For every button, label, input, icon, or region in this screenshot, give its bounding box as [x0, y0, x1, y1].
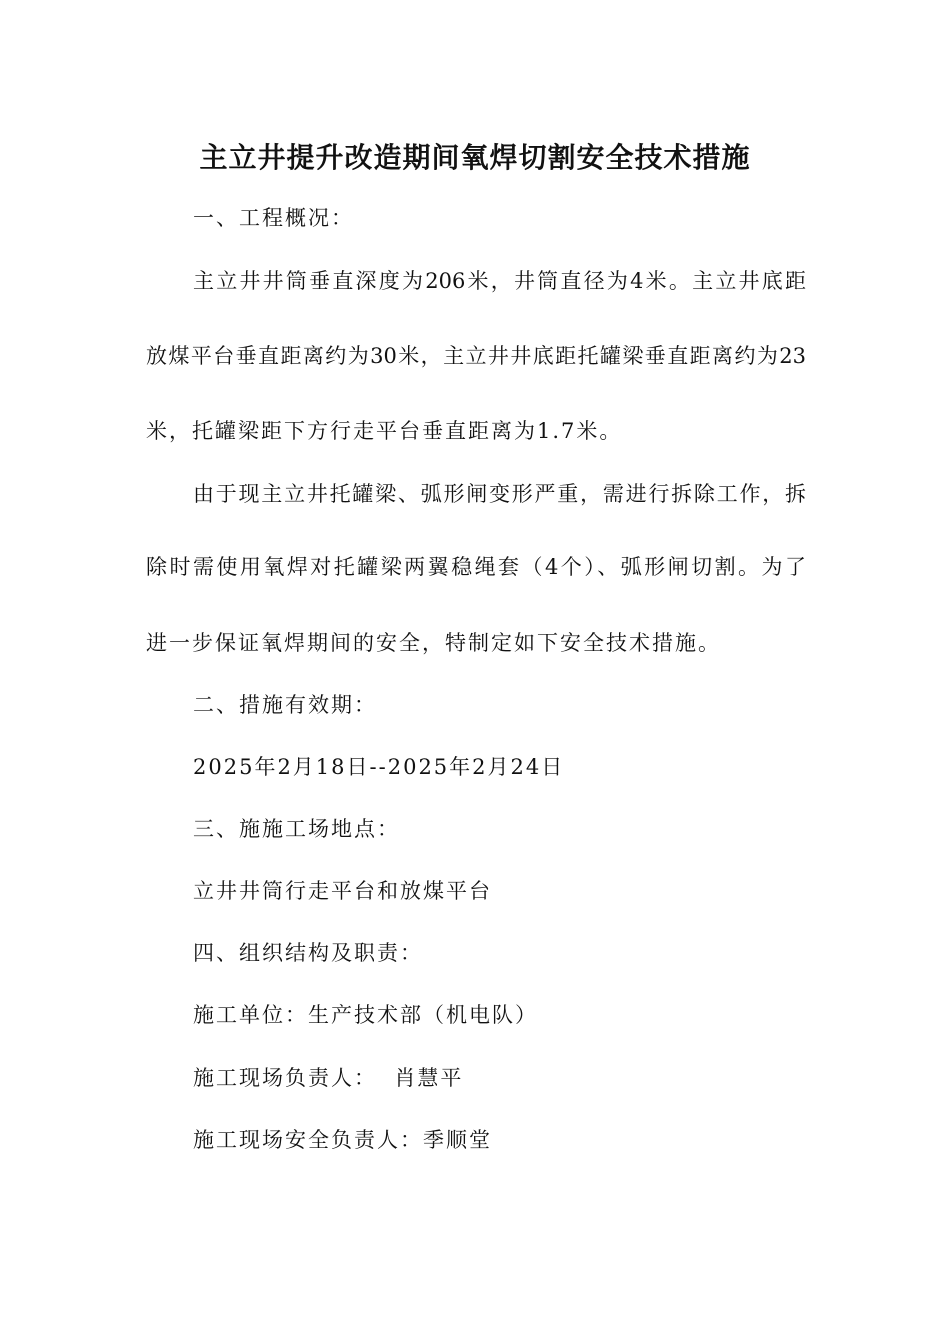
section-1-para-2-line-3: 进一步保证氧焊期间的安全，特制定如下安全技术措施。: [146, 631, 721, 655]
safety-manager: 施工现场安全负责人：季顺堂: [193, 1128, 492, 1152]
section-1-para-1-line-3: 米，托罐梁距下方行走平台垂直距离为1.7米。: [146, 419, 623, 443]
section-2-heading: 二、措施有效期：: [193, 693, 377, 717]
section-1-para-2-line-2: 除时需使用氧焊对托罐梁两翼稳绳套（4个）、弧形闸切割。为了: [146, 555, 806, 579]
section-1-heading: 一、工程概况：: [193, 206, 354, 230]
section-1-para-2-line-1: 由于现主立井托罐梁、弧形闸变形严重，需进行拆除工作，拆: [193, 482, 806, 506]
validity-period: 2025年2月18日--2025年2月24日: [193, 755, 565, 779]
construction-unit: 施工单位：生产技术部（机电队）: [193, 1003, 538, 1027]
document-title: 主立井提升改造期间氧焊切割安全技术措施: [199, 141, 751, 174]
site-manager: 施工现场负责人： 肖慧平: [193, 1066, 464, 1090]
section-3-heading: 三、施施工场地点：: [193, 817, 400, 841]
section-1-para-1-line-1: 主立井井筒垂直深度为206米，井筒直径为4米。主立井底距: [193, 269, 806, 293]
section-1-para-1-line-2: 放煤平台垂直距离约为30米，主立井井底距托罐梁垂直距离约为23: [146, 344, 806, 368]
construction-site: 立井井筒行走平台和放煤平台: [193, 879, 492, 903]
section-4-heading: 四、组织结构及职责：: [193, 941, 423, 965]
